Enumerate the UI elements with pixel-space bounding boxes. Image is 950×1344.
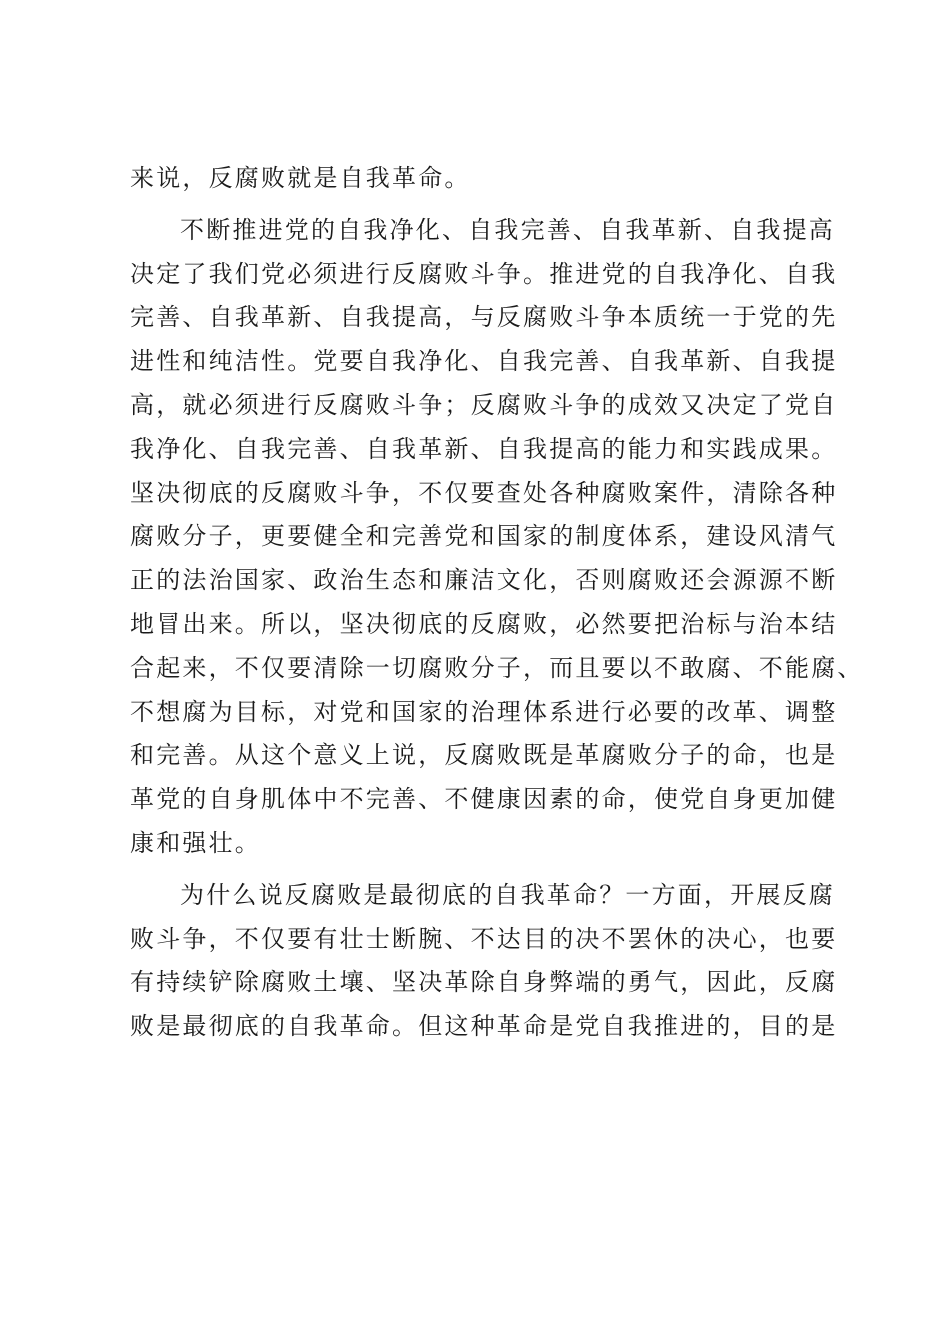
text-line: 革党的自身肌体中不完善、不健康因素的命，使党自身更加健 (130, 785, 838, 814)
text-line: 坚决彻底的反腐败斗争，不仅要查处各种腐败案件，清除各种 (130, 478, 838, 507)
paragraph-spacing (130, 201, 850, 209)
text-line: 腐败分子，更要健全和完善党和国家的制度体系，建设风清气 (130, 522, 838, 551)
text-line: 不想腐为目标，对党和国家的治理体系进行必要的改革、调整 (130, 697, 838, 726)
text-line: 来说，反腐败就是自我革命。 (130, 164, 471, 192)
paragraph-3 (130, 874, 850, 1049)
text-line: 进性和纯洁性。党要自我净化、自我完善、自我革新、自我提 (130, 347, 838, 376)
paragraph-2 (130, 209, 864, 866)
text-line: 败是最彻底的自我革命。但这种革命是党自我推进的，目的是 (130, 1012, 838, 1041)
body-text (130, 157, 864, 1049)
text-line: 败斗争，不仅要有壮士断腕、不达目的决不罢休的决心，也要 (130, 924, 838, 953)
text-line: 有持续铲除腐败土壤、坚决革除自身弊端的勇气，因此，反腐 (130, 968, 838, 997)
paragraph-1 (130, 157, 850, 201)
text-line: 决定了我们党必须进行反腐败斗争。推进党的自我净化、自我 (130, 259, 838, 288)
text-line: 为什么说反腐败是最彻底的自我革命？一方面，开展反腐 (180, 880, 835, 909)
text-line: 地冒出来。所以，坚决彻底的反腐败，必然要把治标与治本结 (130, 609, 838, 638)
text-line: 高，就必须进行反腐败斗争；反腐败斗争的成效又决定了党自 (130, 390, 838, 419)
text-line: 合起来，不仅要清除一切腐败分子，而且要以不敢腐、不能腐、 (130, 653, 864, 682)
paragraph-spacing (130, 866, 850, 874)
text-line: 康和强壮。 (130, 828, 261, 857)
text-line: 不断推进党的自我净化、自我完善、自我革新、自我提高 (180, 215, 835, 244)
text-line: 我净化、自我完善、自我革新、自我提高的能力和实践成果。 (130, 434, 838, 463)
text-line: 和完善。从这个意义上说，反腐败既是革腐败分子的命，也是 (130, 741, 838, 770)
text-line: 正的法治国家、政治生态和廉洁文化，否则腐败还会源源不断 (130, 566, 838, 595)
text-line: 完善、自我革新、自我提高，与反腐败斗争本质统一于党的先 (130, 303, 838, 332)
